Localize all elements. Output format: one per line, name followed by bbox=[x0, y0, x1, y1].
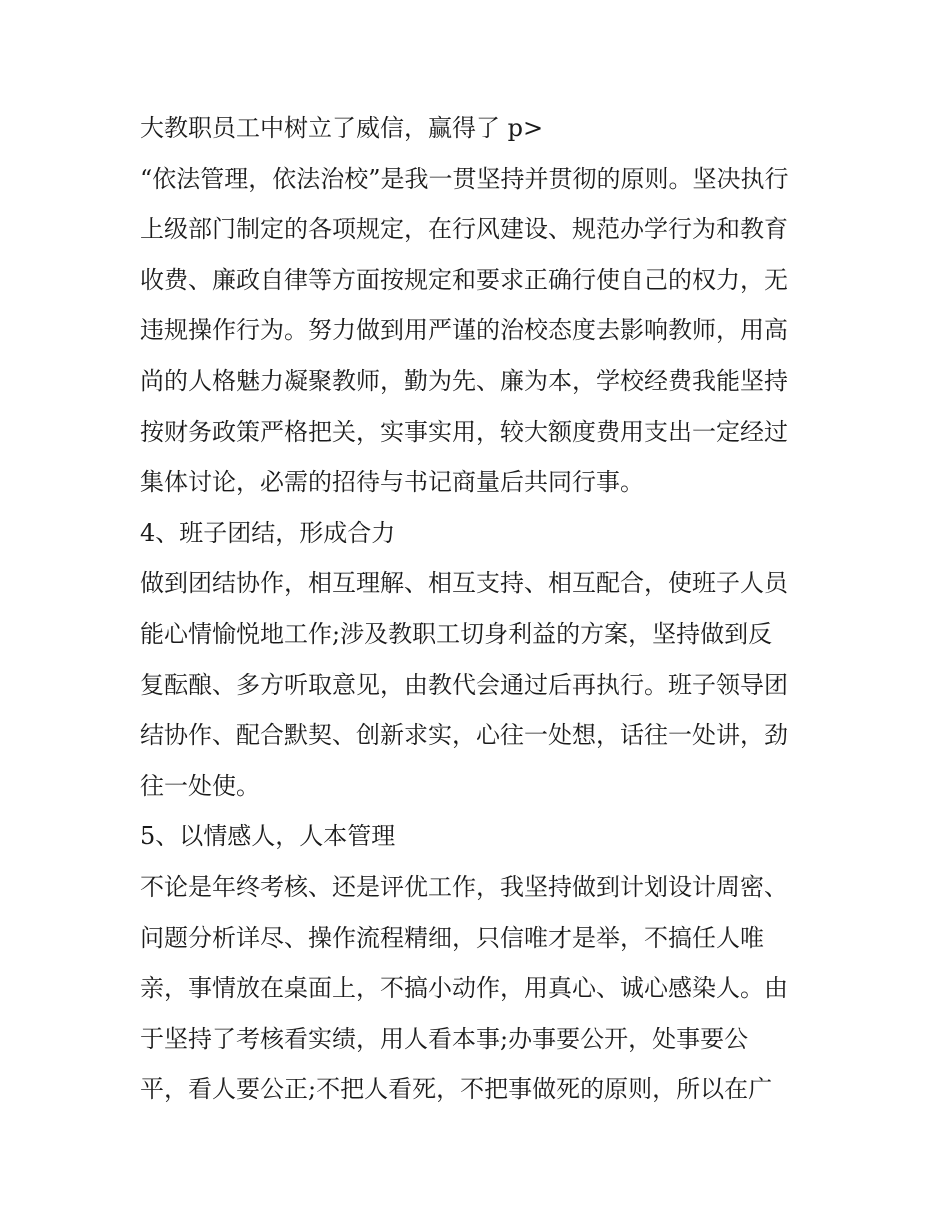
text-line: 平，看人要公正;不把人看死，不把事做死的原则，所以在广 bbox=[140, 1075, 773, 1104]
section-heading: 5、以情感人，人本管理 bbox=[140, 822, 396, 851]
text-line: 违规操作行为。努力做到用严谨的治校态度去影响教师，用高 bbox=[140, 316, 788, 345]
text-line: 不论是年终考核、还是评优工作，我坚持做到计划设计周密、 bbox=[140, 872, 788, 901]
text-line: “依法管理，依法治校”是我一贯坚持并贯彻的原则。坚决执行 bbox=[140, 164, 789, 193]
text-line: 往一处使。 bbox=[140, 771, 260, 800]
text-line: 问题分析详尽、操作流程精细，只信唯才是举，不搞任人唯 bbox=[140, 923, 764, 952]
text-line: 按财务政策严格把关，实事实用，较大额度费用支出一定经过 bbox=[140, 417, 788, 446]
section-heading: 4、班子团结，形成合力 bbox=[140, 518, 396, 547]
text-line: 集体讨论，必需的招待与书记商量后共同行事。 bbox=[140, 468, 644, 497]
text-line: 大教职员工中树立了威信，赢得了 p> bbox=[140, 114, 544, 142]
text-line: 亲，事情放在桌面上，不搞小动作，用真心、诚心感染人。由 bbox=[140, 974, 788, 1003]
text-line: 复酝酿、多方听取意见，由教代会通过后再执行。班子领导团 bbox=[140, 670, 788, 699]
text-line: 上级部门制定的各项规定，在行风建设、规范办学行为和教育 bbox=[140, 215, 788, 244]
text-line: 尚的人格魅力凝聚教师，勤为先、廉为本，学校经费我能坚持 bbox=[140, 366, 788, 395]
text-line: 做到团结协作，相互理解、相互支持、相互配合，使班子人员 bbox=[140, 569, 788, 598]
text-line: 结协作、配合默契、创新求实，心往一处想，话往一处讲，劲 bbox=[140, 721, 788, 750]
text-line: 于坚持了考核看实绩，用人看本事;办事要公开，处事要公 bbox=[140, 1024, 749, 1053]
text-line: 收费、廉政自律等方面按规定和要求正确行使自己的权力，无 bbox=[140, 265, 788, 294]
document-body bbox=[140, 103, 830, 1115]
text-line: 能心情愉悦地工作;涉及教职工切身利益的方案，坚持做到反 bbox=[140, 619, 773, 648]
